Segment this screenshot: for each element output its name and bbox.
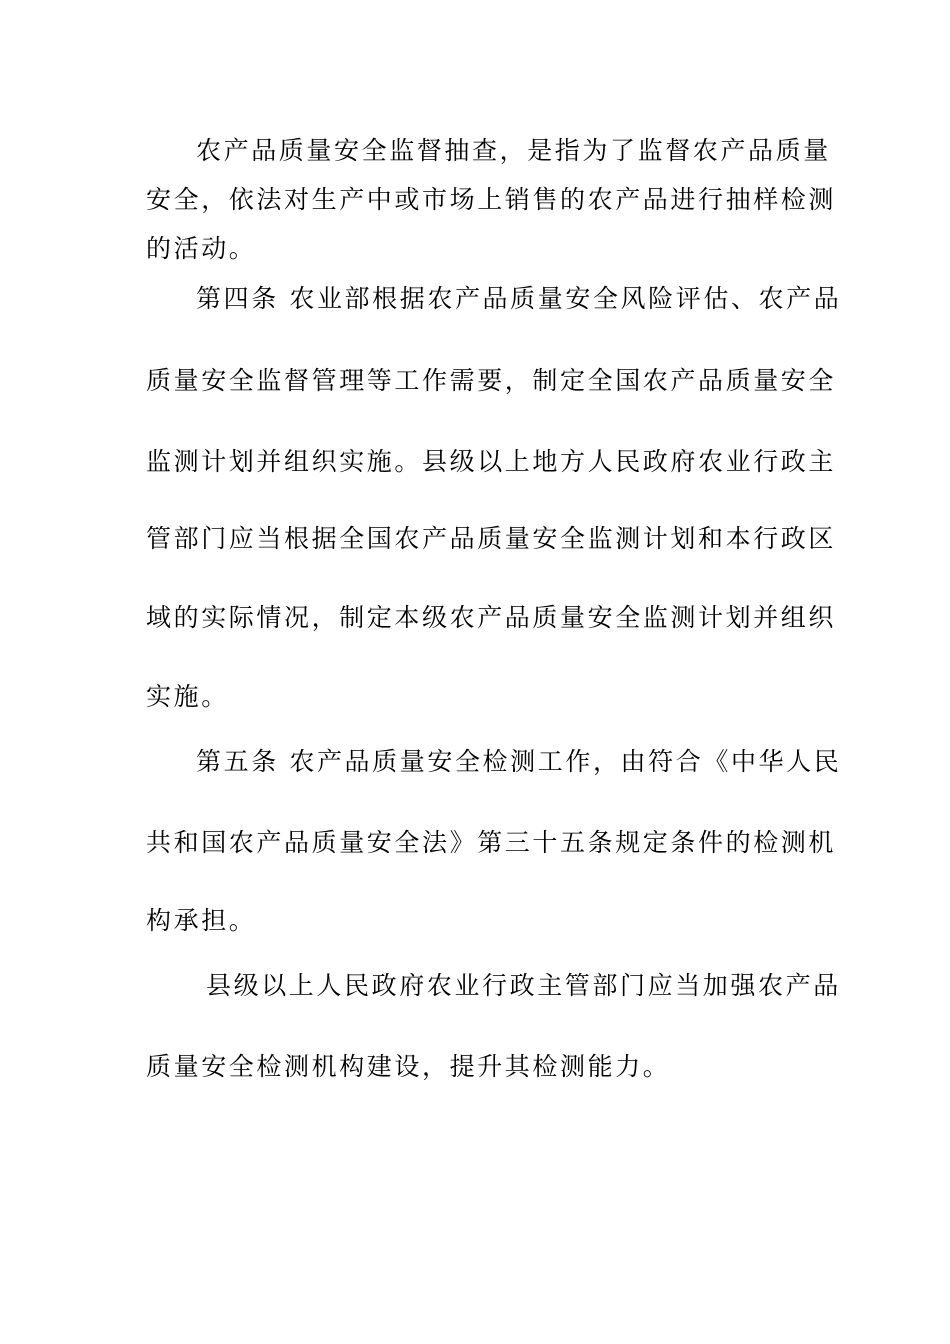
- text-line: 农产品质量安全监督抽查，是指为了监督农产品质量: [196, 136, 831, 165]
- text-line: 第四条 农业部根据农产品质量安全风险评估、农产品: [196, 284, 842, 313]
- text-line: 管部门应当根据全国农产品质量安全监测计划和本行政区: [146, 524, 837, 553]
- text-line: 安全，依法对生产中或市场上销售的农产品进行抽样检测: [146, 185, 837, 214]
- text-line: 实施。: [146, 682, 229, 711]
- text-line: 的活动。: [146, 234, 257, 263]
- text-line: 监测计划并组织实施。县级以上地方人民政府农业行政主: [146, 447, 837, 476]
- text-line: 县级以上人民政府农业行政主管部门应当加强农产品: [206, 971, 841, 1000]
- text-line: 质量安全检测机构建设，提升其检测能力。: [146, 1052, 671, 1081]
- text-line: 第五条 农产品质量安全检测工作，由符合《中华人民: [196, 747, 842, 776]
- text-line: 构承担。: [146, 906, 257, 935]
- text-line: 共和国农产品质量安全法》第三十五条规定条件的检测机: [146, 828, 837, 857]
- text-line: 域的实际情况，制定本级农产品质量安全监测计划并组织: [146, 603, 837, 632]
- text-line: 质量安全监督管理等工作需要，制定全国农产品质量安全: [146, 366, 837, 395]
